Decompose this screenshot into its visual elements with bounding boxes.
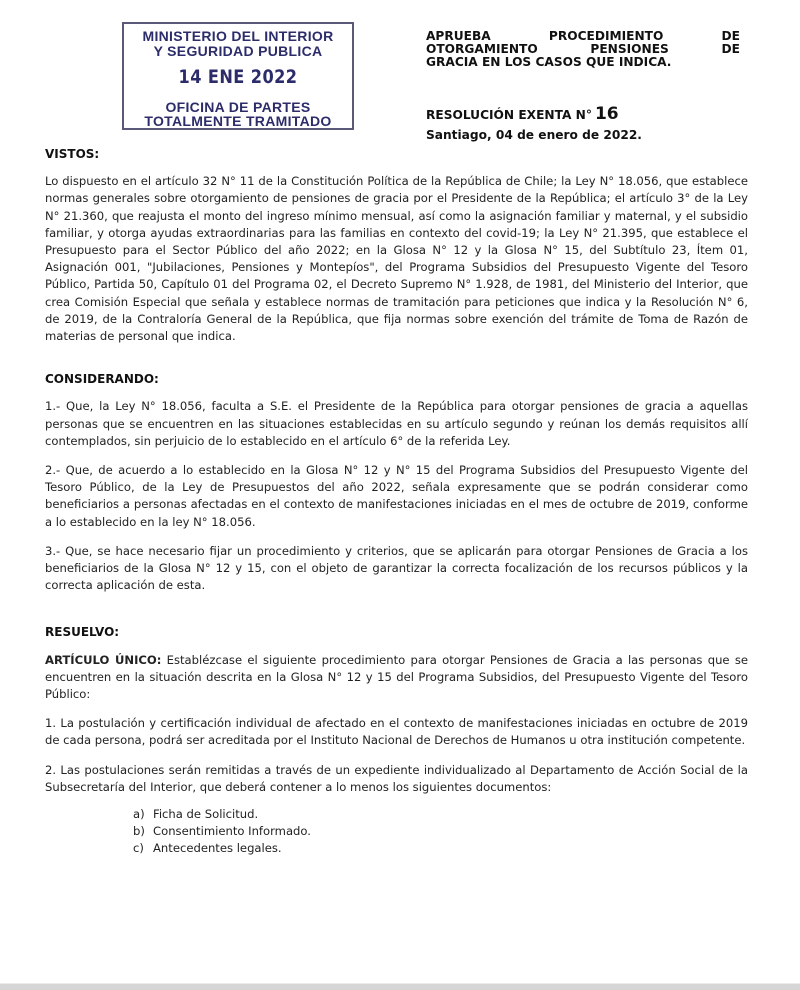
resuelvo-point-2: 2. Las postulaciones serán remitidas a través de un expediente individualizado al Departamento de Acción Social de la Subsecretaría del Interior, que deberá contener a lo menos los siguientes documentos: (45, 762, 748, 794)
resolution-number (426, 104, 619, 124)
resuelvo-point-1: 1. La postulación y certificación individual de afectado en el contexto de manifestaciones iniciadas en octubre de 2019 de cada persona, podrá ser acreditada por el Instituto Nacional de Derechos de Humanos u otra institución competente. (45, 716, 748, 748)
list-item (133, 806, 748, 823)
list-item-text: Consentimiento Informado. (153, 824, 311, 839)
articulo-unico-label: ARTÍCULO ÚNICO: (45, 652, 162, 667)
list-item (133, 840, 748, 857)
articulo-unico-text: Establézcase el siguiente procedimiento para otorgar Pensiones de Gracia a las personas que se encuentren en la situación descrita en la Glosa N° 12 y 15 del Programa Subsidios, del Presupuesto Vigente del Tesoro Público: (45, 652, 748, 702)
section-heading-considerando: CONSIDERANDO: (45, 372, 159, 387)
considerando-item-3: 3.- Que, se hace necesario fijar un procedimiento y criterios, que se aplicarán para otorgar Pensiones de Gracia a los beneficiarios de la Glosa N° 12 y 15, con el objeto de garantizar la correcta focalización de los recursos públicos y la correcta aplicación de esta. (45, 543, 748, 593)
vistos-paragraph: Lo dispuesto en el artículo 32 N° 11 de la Constitución Política de la República de Chile; la Ley N° 18.056, que establece normas generales sobre otorgamiento de pensiones de gracia por el Presidente de la República; el artículo 3° de la Ley N° 21.360, que reajusta el monto del ingreso mínimo mensual, así como la asignación familiar y maternal, y el subsidio familiar, y otorga ayudas extraordinarias para las familias en contexto del covid-19; la Ley N° 21.395, que establece el Presupuesto para el Sector Público del año 2022; en la Glosa N° 12 y la Glosa N° 15, del Subtítulo 23, Ítem 01, Asignación 001, "Jubilaciones, Pensiones y Montepíos", del Programa Subsidios del Presupuesto Vigente del Tesoro Público, Partida 50, Capítulo 01 del Programa 02, el Decreto Supremo N° 1.928, de 1981, del Ministerio del Interior, que crea Comisión Especial que señala y establece normas de tramitación para peticiones que indica y la Resolución N° 6, de 2019, de la Contraloría General de la República, que fija normas sobre exención del trámite de Toma de Razón de materias de personal que indica. (45, 174, 748, 344)
stamp-status-line: TOTALMENTE TRAMITADO (144, 113, 332, 129)
stamp-ministry-line1: MINISTERIO DEL INTERIOR (142, 28, 334, 44)
resolution-label: RESOLUCIÓN EXENTA N° (426, 108, 592, 122)
list-marker: c) (133, 841, 144, 856)
section-heading-resuelvo: RESUELVO: (45, 625, 120, 640)
articulo-unico (45, 652, 748, 704)
considerando-item-1: 1.- Que, la Ley N° 18.056, faculta a S.E. el Presidente de la República para otorgar pensiones de gracia a aquellas personas que se encuentren en las situaciones establecidas en su artículo segundo y reúnan los demás requisitos allí contemplados, sin perjuicio de lo establecido en el artículo 6° de la referida Ley. (45, 399, 748, 448)
title-word: DE (721, 29, 740, 43)
title-line-3 (426, 56, 740, 69)
stamp-office-line: OFICINA DE PARTES (165, 99, 311, 115)
required-documents-list (133, 806, 748, 857)
title-word: OTORGAMIENTO (426, 42, 538, 56)
list-marker: a) (133, 807, 145, 822)
document-title (426, 30, 740, 69)
title-word: GRACIA EN LOS CASOS QUE INDICA. (426, 55, 672, 69)
title-word: DE (721, 42, 740, 56)
title-word: PENSIONES (590, 42, 669, 56)
stamp-date: 14 ENE 2022 (178, 66, 298, 88)
title-word: APRUEBA (426, 29, 491, 43)
considerando-item-2: 2.- Que, de acuerdo a lo establecido en la Glosa N° 12 y N° 15 del Programa Subsidios del Presupuesto Vigente del Tesoro Público, de la Ley de Presupuestos del año 2022, señala expresamente que se podrán considerar como beneficiarios a personas afectadas en el contexto de manifestaciones iniciadas en el mes de octubre de 2019, conforme a lo establecido en la ley N° 18.056. (45, 463, 748, 529)
section-heading-vistos: VISTOS: (45, 147, 100, 161)
title-word: PROCEDIMIENTO (548, 29, 664, 43)
list-item (133, 823, 748, 840)
stamp-ministry-line2: Y SEGURIDAD PUBLICA (153, 43, 323, 59)
document-body (45, 146, 748, 857)
list-item-text: Antecedentes legales. (153, 841, 282, 856)
place-date: Santiago, 04 de enero de 2022. (426, 128, 642, 142)
resolution-number-value: 16 (594, 104, 619, 124)
office-stamp (122, 22, 354, 130)
list-marker: b) (133, 824, 145, 839)
list-item-text: Ficha de Solicitud. (153, 807, 259, 822)
